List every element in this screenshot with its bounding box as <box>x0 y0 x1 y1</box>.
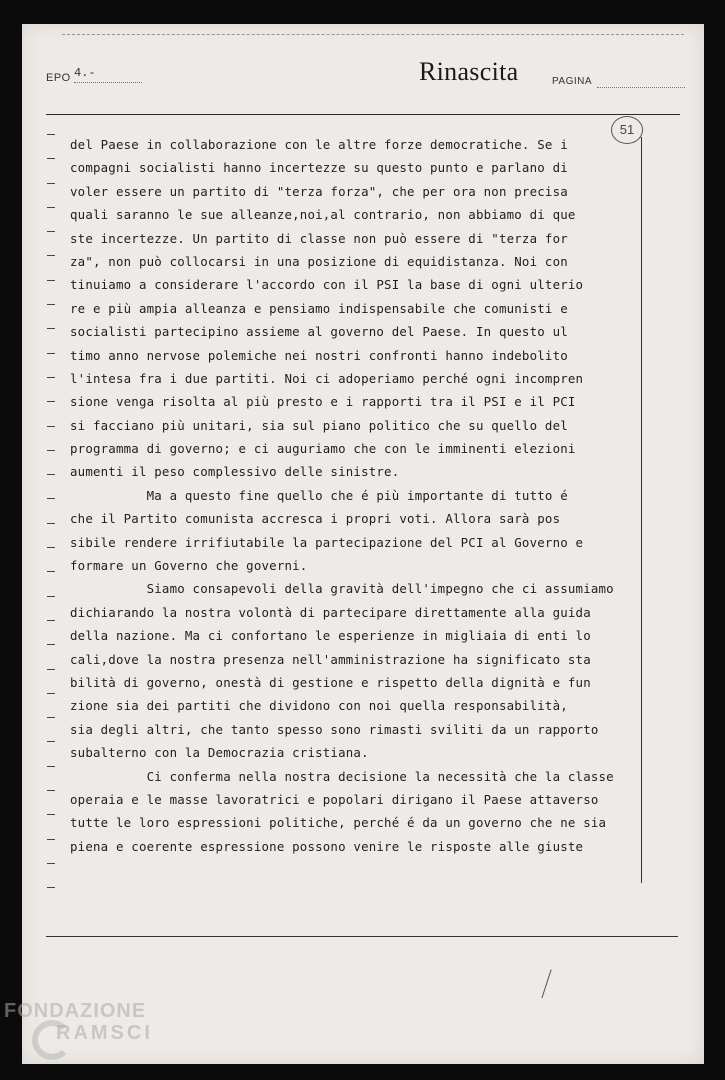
margin-line-ticks <box>47 134 55 912</box>
text-line: operaia e le masse lavoratrici e popolari dirigano il Paese attaverso <box>70 791 599 807</box>
text-line: del Paese in collaborazione con le altre forze democratiche. Se i <box>70 137 568 152</box>
text-line: voler essere un partito di "terza forza", che per ora non precisa <box>70 183 568 199</box>
pagina-label: PAGINA <box>552 76 593 87</box>
text-line: zione sia dei partiti che dividono con noi quella responsabilità, <box>70 698 568 714</box>
text-line: socialisti partecipino assieme al governo del Paese. In questo ul <box>70 324 568 340</box>
typed-body-text <box>70 133 650 858</box>
text-line: cali,dove la nostra presenza nell'amministrazione ha significato sta <box>70 651 591 667</box>
watermark-line-2: RAMSCI <box>56 1022 153 1044</box>
text-line: tinuiamo a considerare l'accordo con il PSI la base di ogni ulterio <box>70 277 584 293</box>
header-rule <box>46 114 680 115</box>
text-line: compagni socialisti hanno incertezze su questo punto e parlano di <box>70 160 568 176</box>
archive-watermark <box>4 1000 153 1044</box>
text-line: Ci conferma nella nostra decisione la necessità che la classe <box>70 768 614 784</box>
pen-mark <box>541 969 552 998</box>
text-line: bilità di governo, onestà di gestione e rispetto della dignità e fun <box>70 674 591 690</box>
watermark-line-1: FONDAZIONE <box>4 1000 147 1022</box>
text-line: sione venga risolta al più presto e i rapporti tra il PSI e il PCI <box>70 394 576 410</box>
text-line: programma di governo; e ci auguriamo che con le imminenti elezioni <box>70 441 576 457</box>
text-line: quali saranno le sue alleanze,noi,al contrario, non abbiamo di que <box>70 207 576 223</box>
header-prefix: EPO <box>46 72 71 84</box>
text-line: della nazione. Ma ci confortano le esperienze in migliaia di enti lo <box>70 628 591 644</box>
text-line: che il Partito comunista accresca i propri voti. Allora sarà pos <box>70 511 561 527</box>
text-line: za", non può collocarsi in una posizione di equidistanza. Noi con <box>70 253 568 269</box>
text-line: aumenti il peso complessivo delle sinistre. <box>70 464 400 480</box>
document-page <box>22 24 704 1064</box>
text-line: formare un Governo che governi. <box>70 558 308 574</box>
text-line: subalterno con la Democrazia cristiana. <box>70 745 369 761</box>
text-line: si facciano più unitari, sia sul piano politico che su quello del <box>70 417 568 433</box>
page-sequence-number: 4.- <box>74 66 142 83</box>
text-line: piena e coerente espressione possono venire le risposte alle giuste <box>70 838 584 854</box>
text-line: Siamo consapevoli della gravità dell'impegno che ci assumiamo <box>70 581 614 597</box>
text-line: dichiarando la nostra volontà di partecipare direttamente alla guida <box>70 604 591 620</box>
handwritten-page-number: 51 <box>611 116 643 144</box>
top-dashed-rule <box>62 34 684 35</box>
text-line: timo anno nervose polemiche nei nostri confronti hanno indebolito <box>70 347 568 363</box>
text-line: l'intesa fra i due partiti. Noi ci adoperiamo perché ogni incompren <box>70 370 584 386</box>
text-line: sia degli altri, che tanto spesso sono rimasti sviliti da un rapporto <box>70 721 599 737</box>
text-line: Ma a questo fine quello che é più importante di tutto é <box>70 487 568 503</box>
masthead-title: Rinascita <box>419 57 519 86</box>
text-line: ste incertezze. Un partito di classe non può essere di "terza for <box>70 230 568 246</box>
footer-rule <box>46 936 678 937</box>
text-line: re e più ampia alleanza e pensiamo indispensabile che comunisti e <box>70 300 568 316</box>
text-line: tutte le loro espressioni politiche, perché é da un governo che ne sia <box>70 815 607 831</box>
pagina-field-line <box>597 87 685 88</box>
text-line: sibile rendere irrifiutabile la partecipazione del PCI al Governo e <box>70 534 584 550</box>
